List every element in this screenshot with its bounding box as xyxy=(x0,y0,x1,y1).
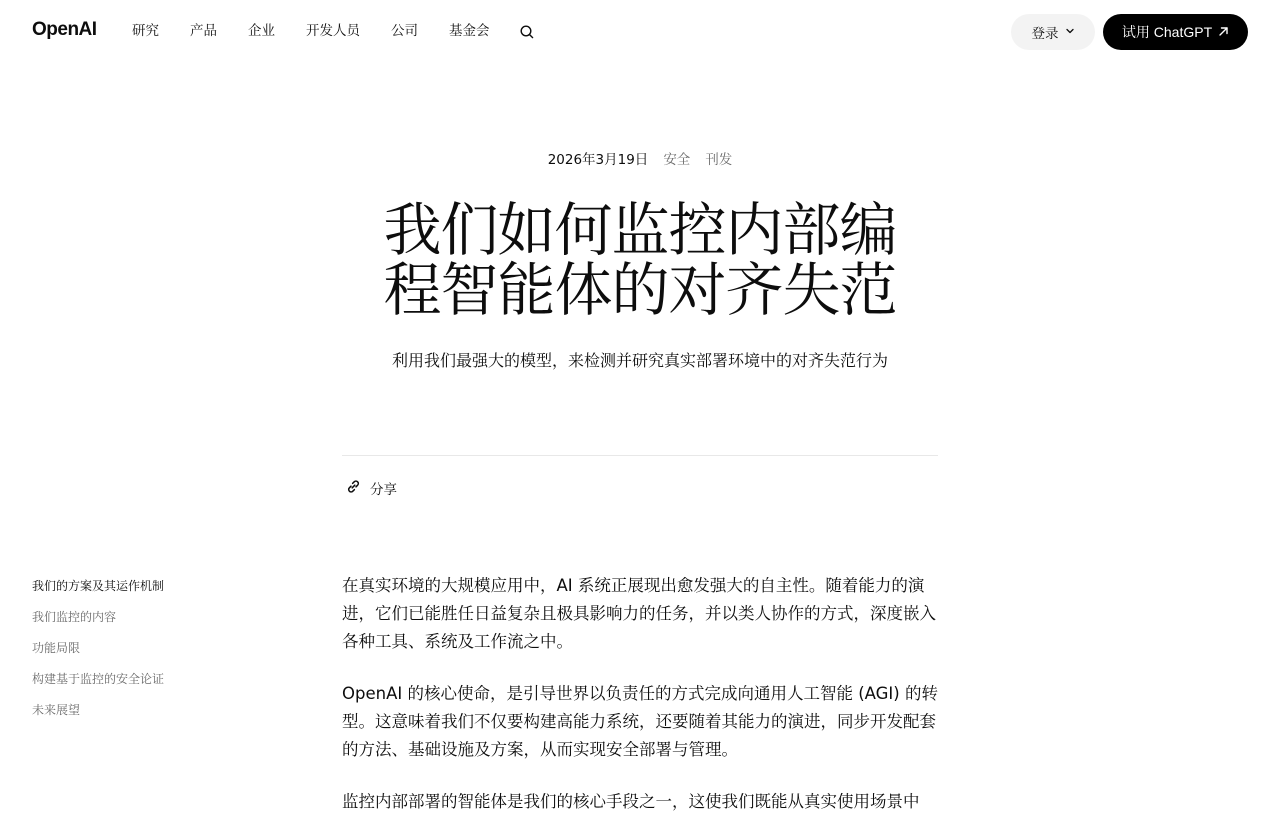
nav-item-research[interactable]: 研究 xyxy=(132,23,159,39)
toc-item-outlook[interactable]: 未来展望 xyxy=(32,703,81,717)
login-button[interactable] xyxy=(1011,14,1095,50)
article-subtitle: 利用我们最强大的模型，来检测并研究真实部署环境中的对齐失范行为 xyxy=(391,351,888,370)
toc-item-approach[interactable]: 我们的方案及其运作机制 xyxy=(32,579,165,593)
toc-item-limitations[interactable]: 功能局限 xyxy=(32,641,81,655)
nav-item-foundation[interactable]: 基金会 xyxy=(449,23,490,39)
nav-item-enterprise[interactable]: 企业 xyxy=(248,23,275,39)
try-chatgpt-button[interactable] xyxy=(1103,14,1248,50)
link-icon xyxy=(345,478,362,499)
tag-safety[interactable]: 安全 xyxy=(663,152,691,168)
nav-item-products[interactable]: 产品 xyxy=(190,23,217,39)
article-meta xyxy=(0,151,1280,169)
publish-date: 2026年3月19日 xyxy=(547,152,649,168)
table-of-contents xyxy=(32,578,292,733)
try-chatgpt-label: 试用 ChatGPT xyxy=(1121,24,1213,40)
article-title xyxy=(340,196,940,324)
login-label: 登录 xyxy=(1031,26,1059,42)
nav-item-developers[interactable]: 开发人员 xyxy=(306,23,360,39)
chevron-down-icon xyxy=(1065,24,1075,40)
arrow-up-right-icon xyxy=(1218,24,1229,40)
share-button[interactable] xyxy=(345,477,397,499)
title-line-1: 我们如何监控内部编 xyxy=(383,196,897,264)
paragraph: 监控内部部署的智能体是我们的核心手段之一，这使我们既能从真实使用场景中 xyxy=(342,792,920,811)
openai-logo[interactable]: OpenAI xyxy=(32,19,97,40)
paragraph: 在真实环境的大规模应用中，AI 系统正展现出愈发强大的自主性。随着能力的演进，它们已能胜任日益复杂且极具影响力的任务，并以类人协作的方式，深度嵌入各种工具、系统及工作流之中。 xyxy=(342,576,936,651)
main-nav xyxy=(132,22,490,40)
divider xyxy=(342,455,938,456)
nav-item-company[interactable]: 公司 xyxy=(391,23,418,39)
search-icon[interactable] xyxy=(519,24,535,40)
site-header xyxy=(0,0,1280,64)
share-label: 分享 xyxy=(370,482,397,498)
paragraph: OpenAI 的核心使命，是引导世界以负责任的方式完成向通用人工智能 (AGI) 的转型。这意味着我们不仅要构建高能力系统，还要随着其能力的演进，同步开发配套的方法、基础设施及方案，从而实现安全部署与管理。 xyxy=(342,684,938,759)
title-line-2: 程智能体的对齐失范 xyxy=(383,256,897,324)
toc-item-safety-case[interactable]: 构建基于监控的安全论证 xyxy=(32,672,165,686)
toc-item-monitored-content[interactable]: 我们监控的内容 xyxy=(32,610,117,624)
tag-publication[interactable]: 刊发 xyxy=(705,152,733,168)
